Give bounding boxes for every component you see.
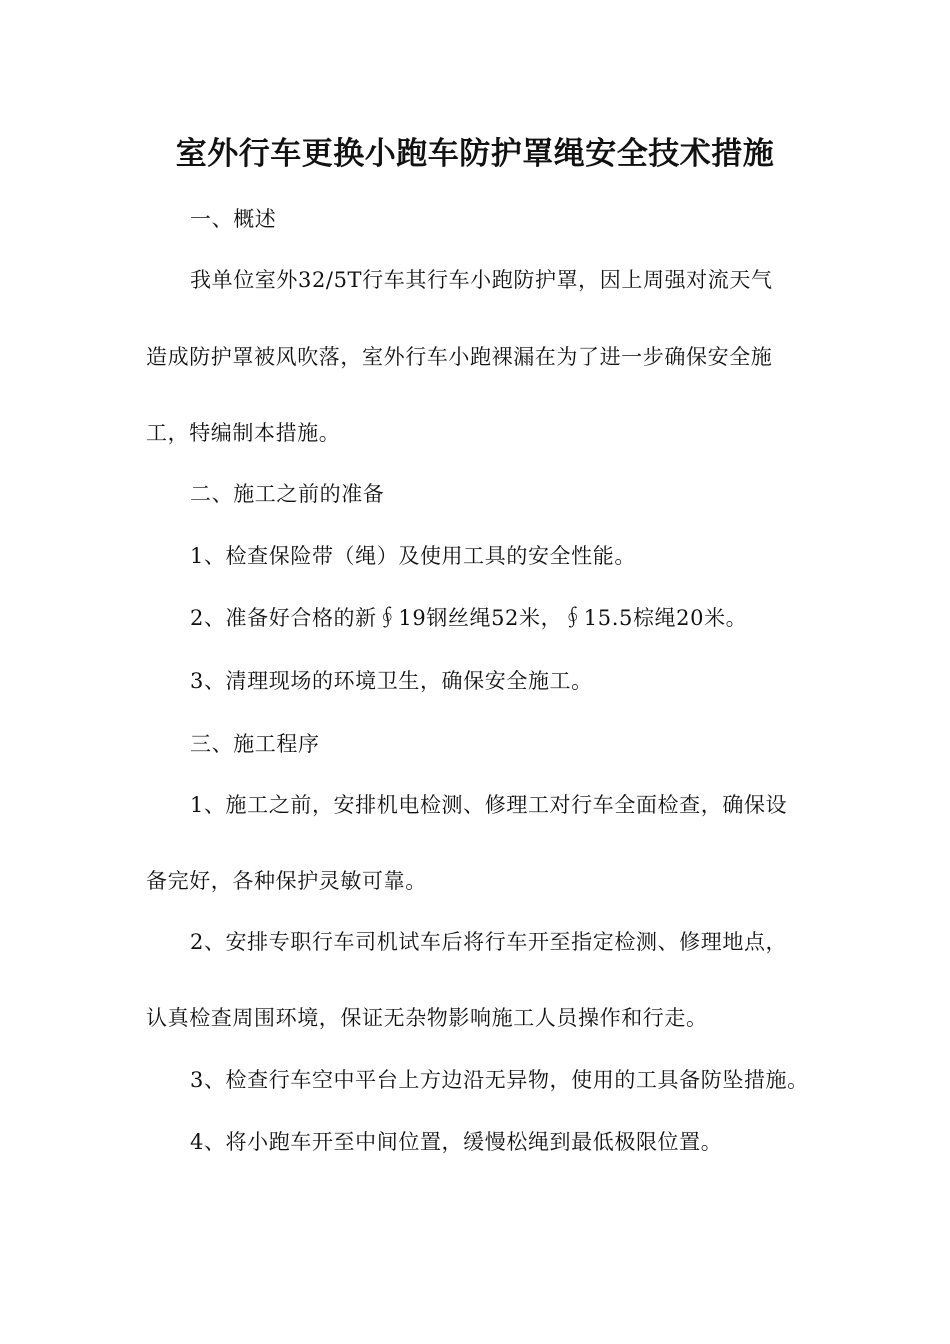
list-item: 2、安排专职行车司机试车后将行车开至指定检测、修理地点， xyxy=(190,930,788,954)
paragraph-line: 我单位室外32/5T行车其行车小跑防护罩，因上周强对流天气 xyxy=(190,268,773,292)
list-item: 1、施工之前，安排机电检测、修理工对行车全面检查，确保设 xyxy=(190,793,788,817)
list-item: 1、检查保险带（绳）及使用工具的安全性能。 xyxy=(190,544,636,568)
paragraph-line: 造成防护罩被风吹落，室外行车小跑裸漏在为了进一步确保安全施 xyxy=(146,345,773,369)
section-heading-procedure: 三、施工程序 xyxy=(190,732,320,756)
document-title: 室外行车更换小跑车防护罩绳安全技术措施 xyxy=(175,136,775,172)
section-heading-preparation: 二、施工之前的准备 xyxy=(190,482,385,506)
list-item: 4、将小跑车开至中间位置，缓慢松绳到最低极限位置。 xyxy=(190,1130,723,1154)
list-item: 3、清理现场的环境卫生，确保安全施工。 xyxy=(190,669,593,693)
list-item: 2、准备好合格的新∮19钢丝绳52米，∮15.5棕绳20米。 xyxy=(190,606,748,630)
list-item: 3、检查行车空中平台上方边沿无异物，使用的工具备防坠措施。 xyxy=(190,1068,809,1092)
section-heading-overview: 一、概述 xyxy=(190,207,277,231)
list-item-continuation: 认真检查周围环境，保证无杂物影响施工人员操作和行走。 xyxy=(146,1006,708,1030)
list-item-continuation: 备完好，各种保护灵敏可靠。 xyxy=(146,869,427,893)
paragraph-line: 工，特编制本措施。 xyxy=(146,421,341,445)
